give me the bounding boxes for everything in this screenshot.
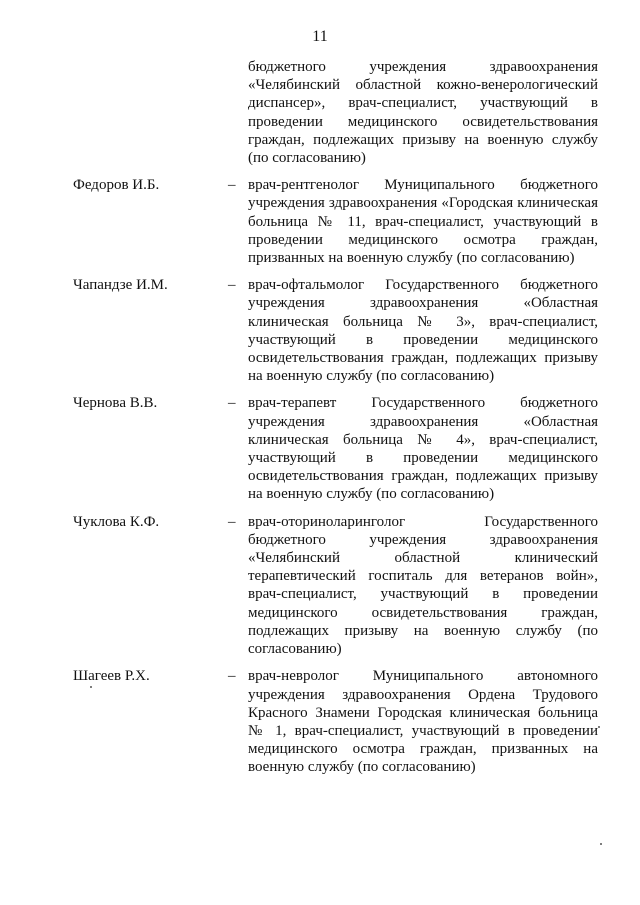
position-description: врач-рентгенолог Муниципального бюджетного учреждения здравоохранения «Городская клиническая больница № 11, врач-специалист, участвующий в проведении медицинского осмотра граждан, призванных на военную службу (по согласованию) [248,177,598,267]
dash-separator: – [228,513,236,530]
entry-shageev [0,667,640,776]
entry-fedorov [0,176,640,267]
person-name: Чапандзе И.М. [73,277,168,294]
scan-speck [90,686,92,688]
page-number: 11 [312,28,328,45]
person-name: Чуклова К.Ф. [73,513,160,530]
document-body [0,58,640,777]
continuation-entry [0,58,640,167]
dash-separator: – [228,177,236,194]
person-name: Чернова В.В. [73,395,158,412]
dash-separator: – [228,277,236,294]
dash-separator: – [228,395,236,412]
entry-chuklova [0,513,640,659]
person-name: Федоров И.Б. [73,177,160,194]
scan-speck [598,726,600,728]
person-name: Шагеев Р.Х. [73,668,150,685]
continuation-text: бюджетного учреждения здравоохранения «Челябинский областной кожно-венерологический диспансер», врач-специалист, участвующий в проведении медицинского освидетельствования граждан, подлежащих призыву на военную службу (по согласованию) [248,59,598,167]
position-description: врач-терапевт Государственного бюджетного учреждения здравоохранения «Областная клиническая больница № 4», врач-специалист, участвующий в проведении медицинского освидетельствования граждан, подлежащих призыву на военную службу (по согласованию) [248,395,598,503]
position-description: врач-оториноларинголог Государственного бюджетного учреждения здравоохранения «Челябинский областной клинический терапевтический госпиталь для ветеранов войн», врач-специалист, участвующий в проведении медицинского освидетельствования граждан, подлежащих призыву на военную службу (по согласованию) [248,513,598,658]
entry-chernova [0,394,640,503]
entry-chapandze [0,276,640,385]
position-description: врач-невролог Муниципального автономного учреждения здравоохранения Ордена Трудового Красного Знамени Городская клиническая больница № 1, врач-специалист, участвующий в проведении медицинского осмотра граждан, призванных на военную службу (по согласованию) [248,668,598,776]
scan-speck [600,843,602,845]
dash-separator: – [228,668,236,685]
position-description: врач-офтальмолог Государственного бюджетного учреждения здравоохранения «Областная клиническая больница № 3», врач-специалист, участвующий в проведении медицинского освидетельствования граждан, подлежащих призыву на военную службу (по согласованию) [248,277,598,385]
